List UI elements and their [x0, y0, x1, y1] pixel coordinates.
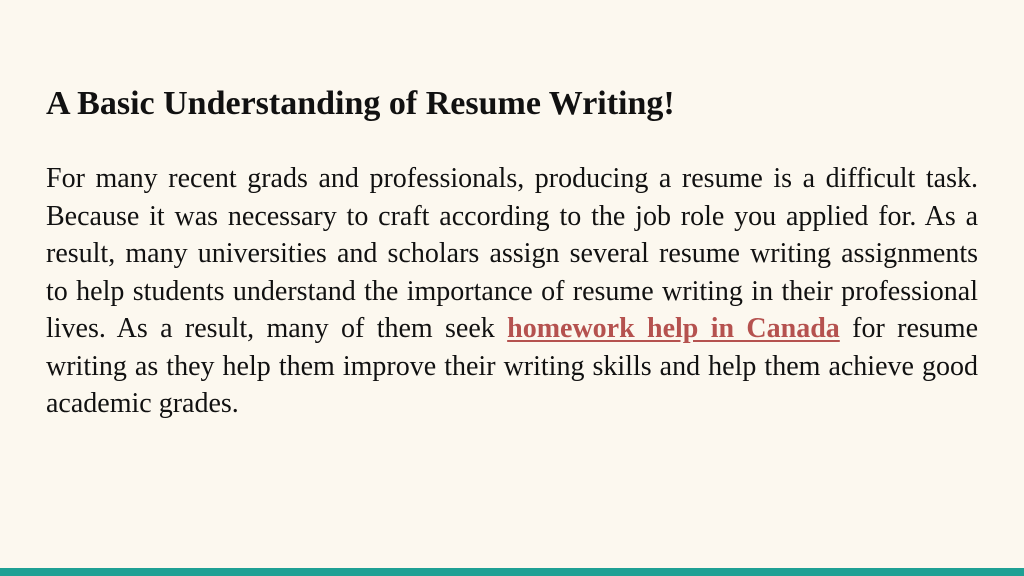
paragraph-text-after-link: for resume writing as they help them improve their writing skills and help them achieve good academic grades. [46, 313, 978, 419]
slide-title: A Basic Understanding of Resume Writing! [46, 85, 675, 122]
bottom-accent-bar [0, 568, 1024, 576]
paragraph-text-before-link: For many recent grads and professionals, producing a resume is a difficult task. Because it was necessary to craft according to the job role you applied for. As a result, many universities and scholars assign several resume writing assignments to help students understand the importance of resume writing in their professional lives. As a result, many of them seek [46, 163, 978, 344]
body-paragraph [46, 160, 978, 423]
homework-help-link[interactable]: homework help in Canada [507, 313, 840, 344]
